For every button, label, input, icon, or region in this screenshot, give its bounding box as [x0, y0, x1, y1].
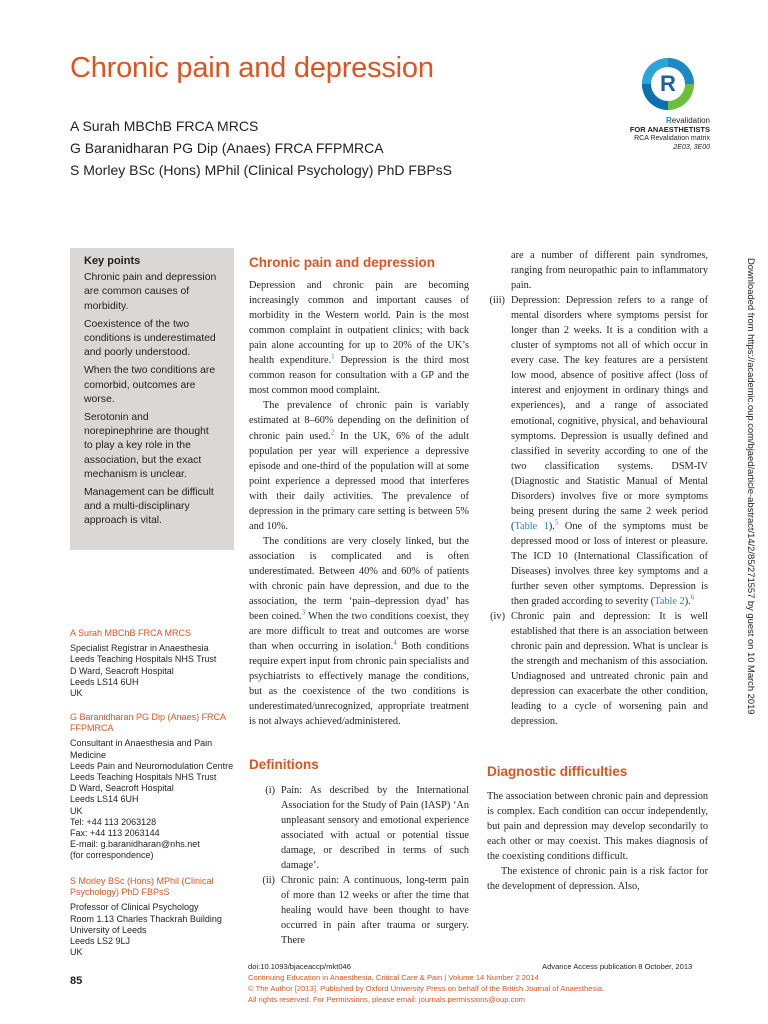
affiliation-line: UK [70, 947, 83, 958]
section-heading-definitions: Definitions [249, 757, 319, 773]
key-point: Management can be difficult and a multi-disciplinary approach is vital. [84, 487, 214, 527]
rights: All rights reserved. For Permissions, please email: journals.permissions@oup.com [248, 995, 525, 1004]
paragraph: The association between chronic pain and depression is complex. Each condition can occur independently, but pain and depression may develop secondarily to each other or may coexist. This makes diagnosis of the coexisting conditions difficult. [487, 790, 708, 862]
journal-info: Continuing Education in Anaesthesia, Critical Care & Pain | Volume 14 Number 2 2014 [248, 973, 539, 982]
citation-link[interactable]: 3 [301, 608, 306, 617]
table-2-link[interactable]: Table 2 [654, 596, 685, 608]
citation-link[interactable]: 6 [690, 593, 695, 602]
article-title: Chronic pain and depression [70, 52, 434, 84]
column-right [487, 248, 708, 894]
affiliation-line: Consultant in Anaesthesia and Pain Medicine [70, 738, 213, 760]
citation-link[interactable]: 4 [393, 638, 397, 647]
affiliation-line: D Ward, Seacroft Hospital [70, 783, 174, 794]
affiliation-name: S Morley BSc (Hons) MPhil (Clinical Psychology) PhD FBPsS [70, 876, 214, 898]
affiliation-line: D Ward, Seacroft Hospital [70, 665, 174, 676]
key-points-box [70, 248, 234, 550]
badge-letter: R [660, 71, 676, 96]
affiliation-name: G Baranidharan PG Dip (Anaes) FRCA FFPMRCA [70, 712, 226, 734]
doi[interactable]: doi:10.1093/bjaceaccp/mkt046 [248, 962, 352, 971]
affiliation-email[interactable]: E-mail: g.baranidharan@nhs.net [70, 839, 200, 850]
definition-item-continued: are a number of different pain syndromes, ranging from neuropathic pain to inflammatory pain. [511, 250, 708, 292]
affiliation-line: University of Leeds [70, 924, 147, 935]
affiliation-line: UK [70, 805, 83, 816]
affiliation-line: Specialist Registrar in Anaesthesia [70, 643, 209, 654]
revalidation-logo-icon [640, 56, 696, 112]
paragraph: The conditions are very closely linked, but the association is complicated and is often underestimated. Between 40% and 60% of patients with chronic pain have depression, and due to the association, the term ‘pain–depression dyad’ has been coined.$^3$ When the two conditions coexist, they are more difficult to treat and outcomes are worse than when occurring in isolation.$^4$ Both conditions require expert input from chronic pain specialists and psychiatrists to effectively manage the conditions, but as the coexistence of the two conditions is underestimated/unrecognized, appropriate treatment is not always achieved/administered. [249, 535, 469, 728]
badge-matrix: RCA Revalidation matrix [634, 135, 710, 142]
key-point: When the two conditions are comorbid, outcomes are worse. [84, 365, 216, 405]
key-point: Serotonin and norepinephrine are thought to play a key role in the association, but the exact mechanism is unclear. [84, 412, 209, 480]
citation-link[interactable]: 1 [331, 352, 335, 361]
download-notice-text: Downloaded from https://academic.oup.com/bjaed/article-abstract/14/2/85/271557 by guest on 10 March 2019 [746, 258, 757, 715]
affiliation-1 [70, 628, 240, 699]
affiliation-line: Room 1.13 Charles Thackrah Building [70, 913, 222, 924]
author-3: S Morley BSc (Hons) MPhil (Clinical Psychology) PhD FBPsS [70, 162, 452, 178]
affiliation-line: UK [70, 688, 83, 699]
copyright: © The Author [2013]. Published by Oxford University Press on behalf of the British Journal of Anaesthesia. [248, 984, 605, 993]
affiliation-line: Leeds Teaching Hospitals NHS Trust [70, 772, 217, 783]
definition-item: (ii) Chronic pain: A continuous, long-term pain of more than 12 weeks or after the time that healing would have been thought to have occurred in pain after trauma or surgery. There [262, 874, 469, 946]
badge-subtitle: FOR ANAESTHETISTS [629, 125, 710, 134]
key-point: Chronic pain and depression are common causes of morbidity. [84, 272, 217, 312]
definition-item: (i) Pain: As described by the International Association for the Study of Pain (IASP) ‘An unpleasant sensory and emotional experience associated with actual or potential tissue damage, or described in terms of such damage’. [265, 784, 469, 871]
download-notice [745, 258, 757, 768]
affiliation-line: Leeds LS2 9LJ [70, 936, 131, 947]
key-point: Coexistence of the two conditions is underestimated and poorly understood. [84, 318, 216, 359]
affiliation-2 [70, 712, 240, 862]
badge-codes: 2E03, 3E00 [673, 144, 710, 151]
definition-item: (iv) Chronic pain and depression: It is well established that there is an association between chronic pain and depression. What is unclear is the strength and mechanism of this association. Undiagnosed and untreated chronic pain and depression can exacerbate the other condition, leading to a cycle of worsening pain and depression. [490, 611, 708, 728]
section-heading-diagnostic: Diagnostic difficulties [487, 763, 628, 779]
paragraph: The prevalence of chronic pain is variably estimated at 8–60% depending on the definition of chronic pain used.$^2$ In the UK, 6% of the adult population per year will experience a depressive episode and one-third of the population will at some point experience a depressed mood that interferes with their daily activities. The prevalence of depression in the primary care setting is between 5% and 10%. [249, 400, 469, 532]
affiliation-line: Professor of Clinical Psychology [70, 902, 199, 913]
affiliation-line: Leeds Teaching Hospitals NHS Trust [70, 654, 217, 665]
column-middle [249, 255, 469, 948]
definition-item: (iii) Depression: Depression refers to a range of mental disorders where symptoms persist for longer than 2 weeks. It is a condition with a cluster of symptoms not all of which occur in every case. The key features are a persistent low mood, absence of positive affect (loss of interest and enjoyment in ordinary things and experiences), and a range of associated emotional, cognitive, physical, and behavioural symptoms. Depression is usually defined and classified in severity according to one of the two classification systems. DSM-IV (Diagnostic and Statistic Manual of Mental Disorders) involves five or more symptoms being present during the same 2 week period (Table 1).$^5$ One of the symptoms must be depressed mood or loss of interest or pleasure. The ICD 10 (International Classification of Diseases) involves three key symptoms and a further seven other symptoms. Depression is then graded according to severity (Table 2).$^6$ [489, 295, 709, 608]
citation-link[interactable]: 2 [330, 428, 335, 437]
affiliation-line: Tel: +44 113 2063128 [70, 816, 157, 827]
affiliation-line: Leeds LS14 6UH [70, 794, 139, 805]
page-number: 85 [70, 975, 83, 987]
author-1: A Surah MBChB FRCA MRCS [70, 118, 259, 134]
affiliation-line: Fax: +44 113 2063144 [70, 828, 160, 839]
key-points-title: Key points [84, 255, 141, 267]
advance-access: Advance Access publication 8 October, 2013 [542, 962, 693, 971]
affiliation-3 [70, 876, 240, 958]
affiliation-line: (for correspondence) [70, 850, 154, 861]
section-heading-chronic-pain: Chronic pain and depression [249, 255, 436, 270]
paragraph: The existence of chronic pain is a risk factor for the development of depression. Also, [487, 865, 708, 892]
author-2: G Baranidharan PG Dip (Anaes) FRCA FFPMRCA [70, 140, 384, 156]
table-1-link[interactable]: Table 1 [514, 520, 549, 532]
citation-link[interactable]: 5 [554, 518, 559, 527]
affiliation-line: Leeds LS14 6UH [70, 676, 139, 687]
badge-brand: Revalidation [665, 116, 710, 125]
affiliation-name: A Surah MBChB FRCA MRCS [70, 628, 192, 638]
affiliation-line: Leeds Pain and Neuromodulation Centre [70, 760, 234, 771]
paragraph: Depression and chronic pain are becoming increasingly common and important causes of morbidity in the Western world. Pain is the most common complaint in outpatient clinics; with back pain alone accounting for up to 20% of the UK’s health expenditure.$^1$ Depression is the third most common reason for consultation with a GP and the most common mood complaint. [249, 280, 469, 397]
